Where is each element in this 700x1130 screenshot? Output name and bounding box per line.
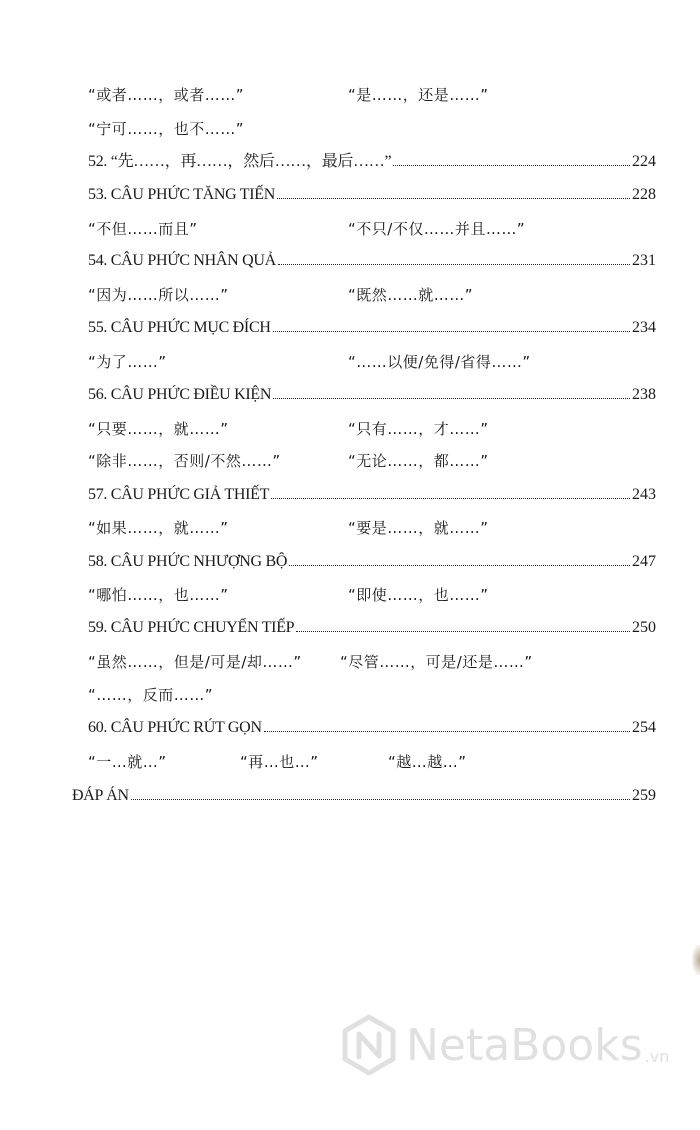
toc-entry-title: 55. CÂU PHỨC MỤC ĐÍCH xyxy=(88,319,271,336)
example-text: “……，反而……” xyxy=(88,686,214,704)
example-text: “一…就…” xyxy=(88,753,167,771)
leader-dots xyxy=(273,330,630,332)
toc-entry[interactable] xyxy=(88,718,656,738)
example-text: “即使……，也……” xyxy=(348,586,489,604)
toc-entry-title: 53. CÂU PHỨC TĂNG TIẾN xyxy=(88,186,276,203)
leader-dots xyxy=(289,564,630,566)
toc-entry[interactable] xyxy=(88,185,656,205)
toc-page-number: 254 xyxy=(632,719,656,736)
toc-page-number: 250 xyxy=(632,619,656,636)
example-text: “宁可……，也不……” xyxy=(88,120,245,138)
toc-entry-title: 57. CÂU PHỨC GIẢ THIẾT xyxy=(88,486,270,503)
toc-entry[interactable] xyxy=(88,318,656,338)
toc-entry-title: 59. CÂU PHỨC CHUYỂN TIẾP xyxy=(88,619,295,636)
toc-entry[interactable] xyxy=(88,618,656,638)
example-text: “……以便/免得/省得……” xyxy=(348,353,531,371)
leader-dots xyxy=(264,730,630,732)
toc-page-number: 238 xyxy=(632,386,656,403)
example-text: “要是……，就……” xyxy=(348,519,489,537)
example-text: “虽然……，但是/可是/却……” xyxy=(88,653,302,671)
example-text: “如果……，就……” xyxy=(88,519,229,537)
toc-entry[interactable] xyxy=(72,786,656,806)
toc-entry-title: 60. CÂU PHỨC RÚT GỌN xyxy=(88,719,262,736)
toc-entry-title: 54. CÂU PHỨC NHÂN QUẢ xyxy=(88,252,276,269)
toc-page-number: 224 xyxy=(632,153,656,170)
toc-page-number: 247 xyxy=(632,553,656,570)
leader-dots xyxy=(278,263,630,265)
example-text: “不只/不仅……并且……” xyxy=(348,220,526,238)
example-text: “因为……所以……” xyxy=(88,286,229,304)
leader-dots xyxy=(393,164,630,166)
toc-entry-title: 52. “先……，再……，然后……，最后……” xyxy=(88,153,392,170)
toc-entry[interactable] xyxy=(88,251,656,271)
netabooks-logo-icon xyxy=(340,1014,398,1076)
page-edge-shadow xyxy=(692,945,700,975)
example-text: “越…越…” xyxy=(388,753,467,771)
toc-page-number: 228 xyxy=(632,186,656,203)
leader-dots xyxy=(296,630,630,632)
leader-dots xyxy=(277,197,630,199)
example-text: “再…也…” xyxy=(240,753,319,771)
toc-entry[interactable] xyxy=(88,385,656,405)
example-text: “不但……而且” xyxy=(88,220,198,238)
toc-entry-title: 56. CÂU PHỨC ĐIỀU KIỆN xyxy=(88,386,272,403)
toc-page-number: 234 xyxy=(632,319,656,336)
example-text: “或者……，或者……” xyxy=(88,86,245,104)
watermark-suffix: .vn xyxy=(644,1047,670,1066)
leader-dots xyxy=(271,497,630,499)
example-text: “尽管……，可是/还是……” xyxy=(340,653,533,671)
example-text: “哪怕……，也……” xyxy=(88,586,229,604)
toc-entry-title: 58. CÂU PHỨC NHƯỢNG BỘ xyxy=(88,553,288,570)
toc-page-number: 231 xyxy=(632,252,656,269)
watermark-text: NetaBooks xyxy=(406,1019,643,1071)
leader-dots xyxy=(131,798,630,800)
example-text: “除非……，否则/不然……” xyxy=(88,452,281,470)
toc-page-number: 259 xyxy=(632,787,656,804)
example-text: “为了……” xyxy=(88,353,167,371)
toc-entry[interactable] xyxy=(88,552,656,572)
example-text: “只有……，才……” xyxy=(348,420,489,438)
example-text: “既然……就……” xyxy=(348,286,474,304)
leader-dots xyxy=(273,397,630,399)
watermark xyxy=(340,1010,690,1080)
toc-entry[interactable] xyxy=(88,152,656,172)
example-text: “无论……，都……” xyxy=(348,452,489,470)
toc-page-number: 243 xyxy=(632,486,656,503)
example-text: “是……，还是……” xyxy=(348,86,489,104)
toc-entry-title: ĐÁP ÁN xyxy=(72,787,129,804)
toc-entry[interactable] xyxy=(88,485,656,505)
example-text: “只要……，就……” xyxy=(88,420,229,438)
